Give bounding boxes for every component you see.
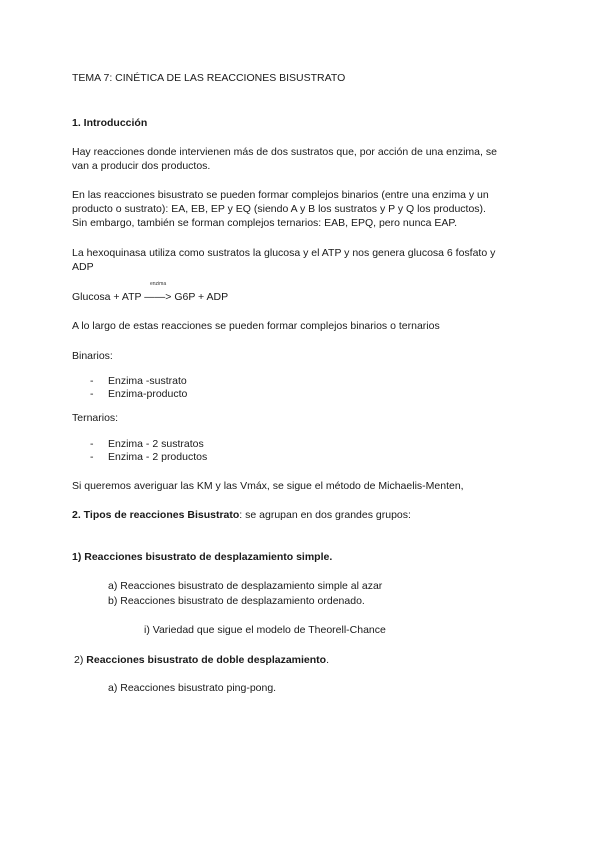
- group-2-prefix: 2): [74, 654, 87, 666]
- michaelis-menten-note: Si queremos averiguar las KM y las Vmáx, se sigue el método de Michaelis-Menten,: [72, 480, 464, 492]
- bullet-dash: -: [90, 438, 94, 450]
- reaction-equation: Glucosa + ATP ——> G6P + ADP: [72, 291, 229, 303]
- list-item: a) Reacciones bisustrato de desplazamiento simple al azar: [108, 580, 383, 592]
- complexes-paragraph-line: producto o sustrato): EA, EB, EP y EQ (siendo A y B los sustratos y P y Q los productos).: [72, 203, 486, 215]
- group-2-suffix: .: [326, 654, 330, 666]
- document-title: TEMA 7: CINÉTICA DE LAS REACCIONES BISUSTRATO: [72, 72, 346, 84]
- list-item: Enzima -sustrato: [108, 375, 187, 387]
- list-item: a) Reacciones bisustrato ping-pong.: [108, 682, 277, 694]
- complexes-paragraph-line: Sin embargo, también se forman complejos ternarios: EAB, EPQ, pero nunca EAP.: [72, 217, 458, 229]
- section-1-heading: 1. Introducción: [72, 117, 148, 129]
- group-1-heading: 1) Reacciones bisustrato de desplazamiento simple.: [72, 551, 333, 563]
- hexoquinasa-paragraph-line: ADP: [72, 261, 94, 273]
- list-item: b) Reacciones bisustrato de desplazamiento ordenado.: [108, 595, 365, 607]
- sub-list-item: i) Variedad que sigue el modelo de Theorell-Chance: [144, 624, 386, 636]
- list-item: Enzima - 2 sustratos: [108, 438, 204, 450]
- ternarios-label: Ternarios:: [72, 412, 119, 424]
- enzyme-arrow-label: enzima: [150, 281, 167, 287]
- section-2-heading-rest: : se agrupan en dos grandes grupos:: [239, 509, 411, 521]
- complexes-paragraph-line: En las reacciones bisustrato se pueden formar complejos binarios (entre una enzima y un: [72, 189, 489, 201]
- group-2-heading-bold: Reacciones bisustrato de doble desplazamiento: [86, 654, 327, 666]
- bullet-dash: -: [90, 388, 94, 400]
- section-2-heading: [72, 509, 411, 522]
- list-item: Enzima - 2 productos: [108, 451, 208, 463]
- intro-paragraph-line: Hay reacciones donde intervienen más de dos sustratos que, por acción de una enzima, se: [72, 146, 497, 158]
- bullet-dash: -: [90, 451, 94, 463]
- binarios-label: Binarios:: [72, 350, 113, 362]
- hexoquinasa-paragraph-line: La hexoquinasa utiliza como sustratos la glucosa y el ATP y nos genera glucosa 6 fosfato y: [72, 247, 496, 259]
- section-2-heading-bold: 2. Tipos de reacciones Bisustrato: [72, 509, 240, 521]
- complexes-summary: A lo largo de estas reacciones se pueden formar complejos binarios o ternarios: [72, 320, 440, 332]
- intro-paragraph-line: van a producir dos productos.: [72, 160, 211, 172]
- list-item: Enzima-producto: [108, 388, 188, 400]
- group-2-heading: [74, 654, 329, 667]
- bullet-dash: -: [90, 375, 94, 387]
